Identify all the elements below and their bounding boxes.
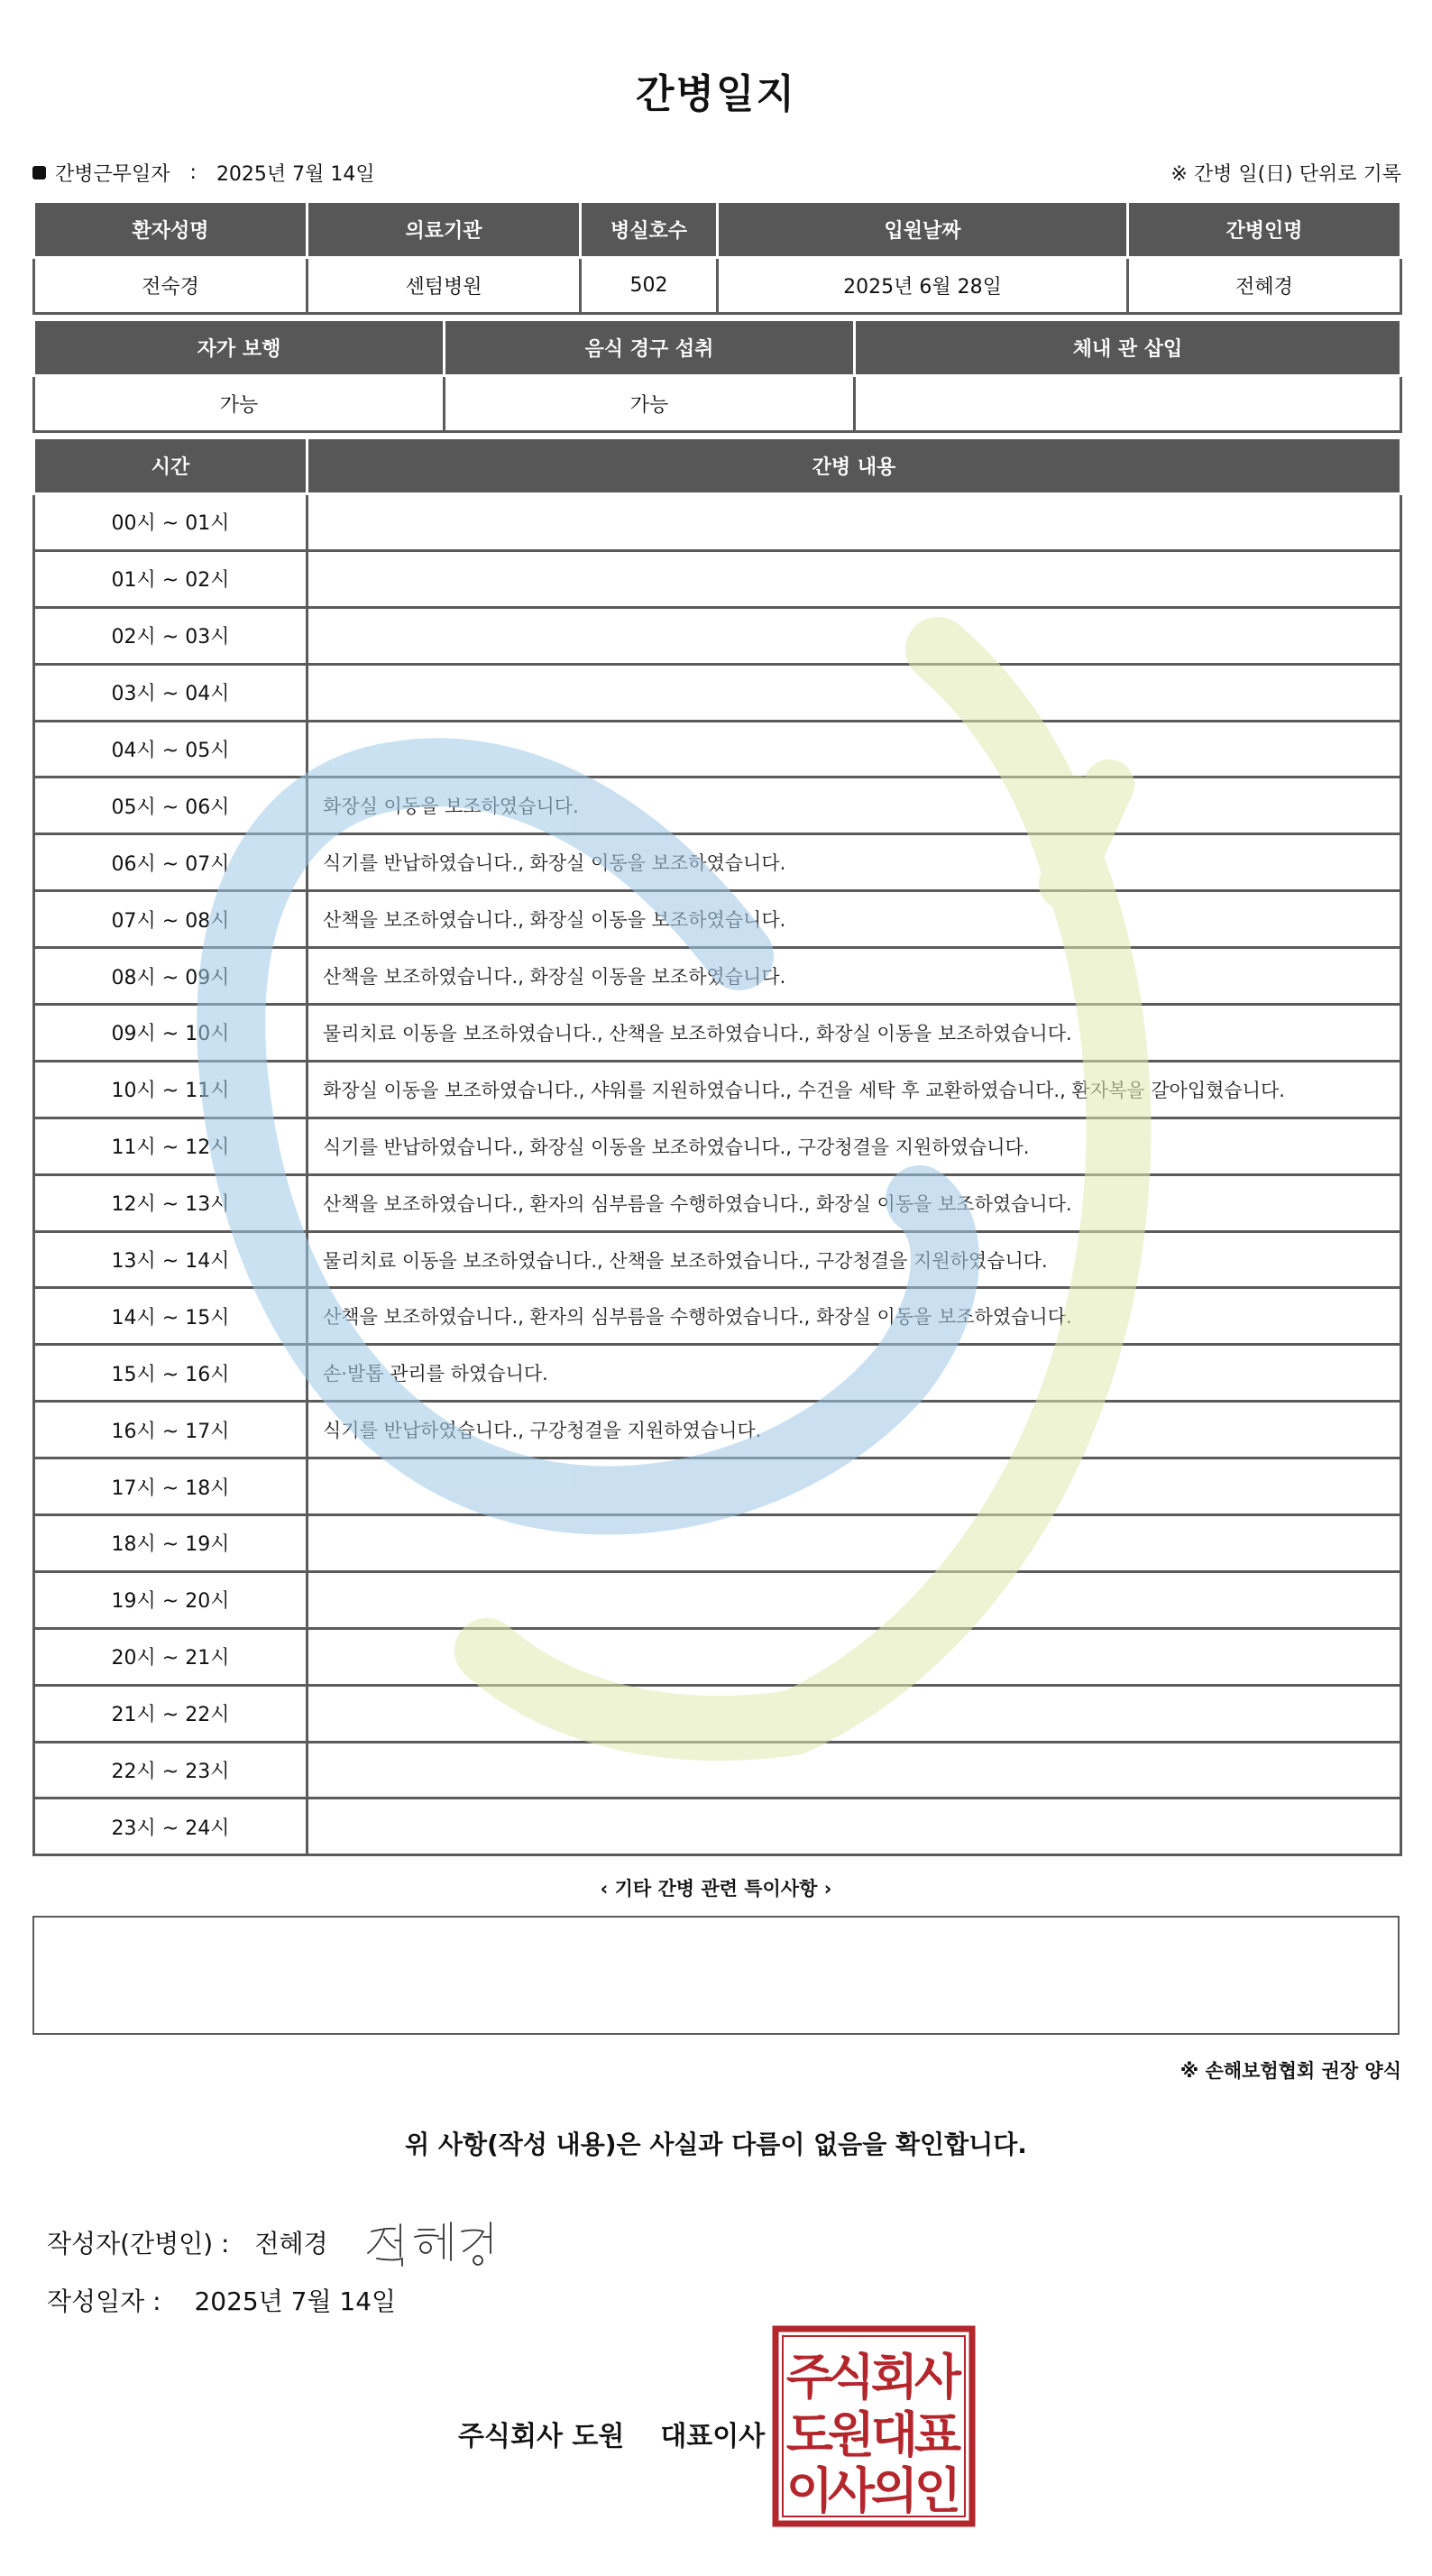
- time-cell: 04시 ~ 05시: [34, 721, 308, 777]
- time-cell: 05시 ~ 06시: [34, 777, 308, 834]
- patient-name: 전숙경: [34, 258, 308, 314]
- care-content-cell: [308, 1571, 1401, 1628]
- table-row: [34, 550, 1401, 607]
- table-row: [34, 607, 1401, 664]
- time-cell: 21시 ~ 22시: [34, 1685, 308, 1742]
- confirmation-statement: 위 사항(작성 내용)은 사실과 다름이 없음을 확인합니다.: [405, 2130, 1027, 2159]
- duty-date-row: [32, 159, 375, 187]
- care-content-cell: [308, 1628, 1401, 1685]
- table-row: [34, 1515, 1401, 1572]
- care-content-cell: 산책을 보조하였습니다., 화장실 이동을 보조하였습니다.: [308, 948, 1401, 1005]
- header-care-content: 간병 내용: [308, 438, 1401, 494]
- time-cell: 00시 ~ 01시: [34, 494, 308, 551]
- time-cell: 08시 ~ 09시: [34, 948, 308, 1005]
- table-row: [34, 1061, 1401, 1118]
- care-content-cell: 식기를 반납하였습니다., 화장실 이동을 보조하였습니다., 구강청결을 지원하였습니다.: [308, 1118, 1401, 1174]
- oral-intake-value: 가능: [445, 376, 855, 432]
- svg-text:원: 원: [827, 2406, 876, 2463]
- table-row: [34, 948, 1401, 1005]
- table-row: [34, 1685, 1401, 1742]
- table-row: [34, 1799, 1401, 1855]
- table-row: [34, 1118, 1401, 1174]
- company-signoff: [458, 2414, 765, 2453]
- handwritten-signature: [364, 2217, 518, 2268]
- table-row: [34, 1402, 1401, 1458]
- header-walking: 자가 보행: [34, 320, 445, 376]
- header-oral-intake: 음식 경구 섭취: [445, 320, 855, 376]
- time-cell: 13시 ~ 14시: [34, 1231, 308, 1288]
- care-content-cell: [308, 1458, 1401, 1515]
- care-log-rows: [34, 494, 1401, 1855]
- svg-text:대: 대: [870, 2406, 919, 2463]
- table-row: [34, 1458, 1401, 1515]
- duty-date-label: 간병근무일자: [55, 163, 170, 186]
- svg-text:도: 도: [785, 2406, 834, 2463]
- care-content-cell: [308, 550, 1401, 607]
- table-row: [34, 664, 1401, 721]
- svg-text:이: 이: [785, 2462, 834, 2519]
- form-source-note: ※ 손해보험협회 권장 양식: [1180, 2060, 1401, 2082]
- svg-text:표: 표: [913, 2406, 962, 2463]
- company-seal-stamp: [772, 2325, 976, 2527]
- other-notes-box: [32, 1916, 1400, 2035]
- time-cell: 02시 ~ 03시: [34, 607, 308, 664]
- duty-date-value: 2025년 7월 14일: [216, 163, 375, 186]
- header-caregiver-name: 간병인명: [1128, 202, 1401, 258]
- table-row: [34, 1174, 1401, 1231]
- care-content-cell: [308, 607, 1401, 664]
- unit-note: ※ 간병 일(日) 단위로 기록: [1170, 163, 1401, 186]
- tube-insertion-value: [855, 376, 1401, 432]
- writer-row: [47, 2217, 518, 2268]
- svg-text:주: 주: [785, 2349, 834, 2406]
- time-cell: 19시 ~ 20시: [34, 1571, 308, 1628]
- table-row: [34, 1628, 1401, 1685]
- time-cell: 14시 ~ 15시: [34, 1288, 308, 1345]
- time-cell: 12시 ~ 13시: [34, 1174, 308, 1231]
- care-content-cell: [308, 1515, 1401, 1572]
- svg-text:인: 인: [913, 2462, 962, 2519]
- care-content-cell: [308, 494, 1401, 551]
- header-hospital: 의료기관: [308, 202, 581, 258]
- svg-text:의: 의: [870, 2462, 919, 2519]
- care-content-cell: 화장실 이동을 보조하였습니다., 샤워를 지원하였습니다., 수건을 세탁 후 교환하였습니다., 환자복을 갈아입혔습니다.: [308, 1061, 1401, 1118]
- write-date-label: 작성일자 :: [47, 2286, 161, 2316]
- table-row: [34, 1005, 1401, 1062]
- svg-text:사: 사: [913, 2349, 962, 2406]
- caregiver-name: 전혜경: [1128, 258, 1401, 314]
- room-number: 502: [581, 258, 718, 314]
- time-cell: 20시 ~ 21시: [34, 1628, 308, 1685]
- bullet-square-icon: [32, 166, 46, 179]
- time-cell: 22시 ~ 23시: [34, 1742, 308, 1799]
- table-row: [34, 1571, 1401, 1628]
- care-content-cell: 식기를 반납하였습니다., 구강청결을 지원하였습니다.: [308, 1402, 1401, 1458]
- company-representative: 대표이사: [660, 2421, 766, 2452]
- header-patient-name: 환자성명: [34, 202, 308, 258]
- care-content-cell: 화장실 이동을 보조하였습니다.: [308, 777, 1401, 834]
- svg-text:식: 식: [827, 2349, 876, 2406]
- header-tube-insertion: 체내 관 삽입: [855, 320, 1401, 376]
- header-time: 시간: [34, 438, 308, 494]
- care-content-cell: [308, 1742, 1401, 1799]
- admission-date: 2025년 6월 28일: [718, 258, 1128, 314]
- header-room: 병실호수: [581, 202, 718, 258]
- other-notes-title: ‹ 기타 간병 관련 특이사항 ›: [600, 1878, 832, 1900]
- time-cell: 11시 ~ 12시: [34, 1118, 308, 1174]
- table-row: [34, 1345, 1401, 1402]
- patient-info-table: [32, 200, 1402, 315]
- company-name: 주식회사 도원: [458, 2421, 625, 2452]
- time-cell: 15시 ~ 16시: [34, 1345, 308, 1402]
- duty-date-separator: :: [189, 161, 197, 184]
- write-date-row: [47, 2282, 396, 2318]
- svg-text:사: 사: [827, 2462, 876, 2519]
- care-content-cell: 산책을 보조하였습니다., 환자의 심부름을 수행하였습니다., 화장실 이동을 보조하였습니다.: [308, 1174, 1401, 1231]
- time-cell: 09시 ~ 10시: [34, 1005, 308, 1062]
- table-row: [34, 1231, 1401, 1288]
- care-content-cell: 손·발톱 관리를 하였습니다.: [308, 1345, 1401, 1402]
- time-cell: 07시 ~ 08시: [34, 891, 308, 948]
- table-row: [34, 494, 1401, 551]
- care-content-cell: 식기를 반납하였습니다., 화장실 이동을 보조하였습니다.: [308, 834, 1401, 891]
- time-cell: 10시 ~ 11시: [34, 1061, 308, 1118]
- table-row: [34, 721, 1401, 777]
- care-content-cell: 물리치료 이동을 보조하였습니다., 산책을 보조하였습니다., 화장실 이동을 보조하였습니다.: [308, 1005, 1401, 1062]
- time-cell: 17시 ~ 18시: [34, 1458, 308, 1515]
- time-cell: 23시 ~ 24시: [34, 1799, 308, 1855]
- care-content-cell: [308, 1685, 1401, 1742]
- care-content-cell: [308, 664, 1401, 721]
- table-row: [34, 834, 1401, 891]
- time-cell: 16시 ~ 17시: [34, 1402, 308, 1458]
- header-admission-date: 입원날짜: [718, 202, 1128, 258]
- table-row: [34, 1742, 1401, 1799]
- table-row: [34, 777, 1401, 834]
- care-content-cell: 산책을 보조하였습니다., 화장실 이동을 보조하였습니다.: [308, 891, 1401, 948]
- time-cell: 01시 ~ 02시: [34, 550, 308, 607]
- care-log-table: [32, 437, 1402, 1856]
- time-cell: 06시 ~ 07시: [34, 834, 308, 891]
- write-date-value: 2025년 7월 14일: [194, 2286, 397, 2316]
- hospital-name: 센텀병원: [308, 258, 581, 314]
- writer-label: 작성자(간병인) :: [47, 2229, 230, 2259]
- walking-value: 가능: [34, 376, 445, 432]
- patient-status-table: [32, 318, 1402, 433]
- care-content-cell: [308, 721, 1401, 777]
- care-content-cell: 물리치료 이동을 보조하였습니다., 산책을 보조하였습니다., 구강청결을 지원하였습니다.: [308, 1231, 1401, 1288]
- care-content-cell: [308, 1799, 1401, 1855]
- table-row: [34, 891, 1401, 948]
- time-cell: 18시 ~ 19시: [34, 1515, 308, 1572]
- writer-name: 전혜경: [254, 2229, 328, 2259]
- care-content-cell: 산책을 보조하였습니다., 환자의 심부름을 수행하였습니다., 화장실 이동을 보조하였습니다.: [308, 1288, 1401, 1345]
- svg-text:회: 회: [870, 2349, 919, 2406]
- time-cell: 03시 ~ 04시: [34, 664, 308, 721]
- table-row: [34, 1288, 1401, 1345]
- document-title: 간병일지: [635, 71, 796, 117]
